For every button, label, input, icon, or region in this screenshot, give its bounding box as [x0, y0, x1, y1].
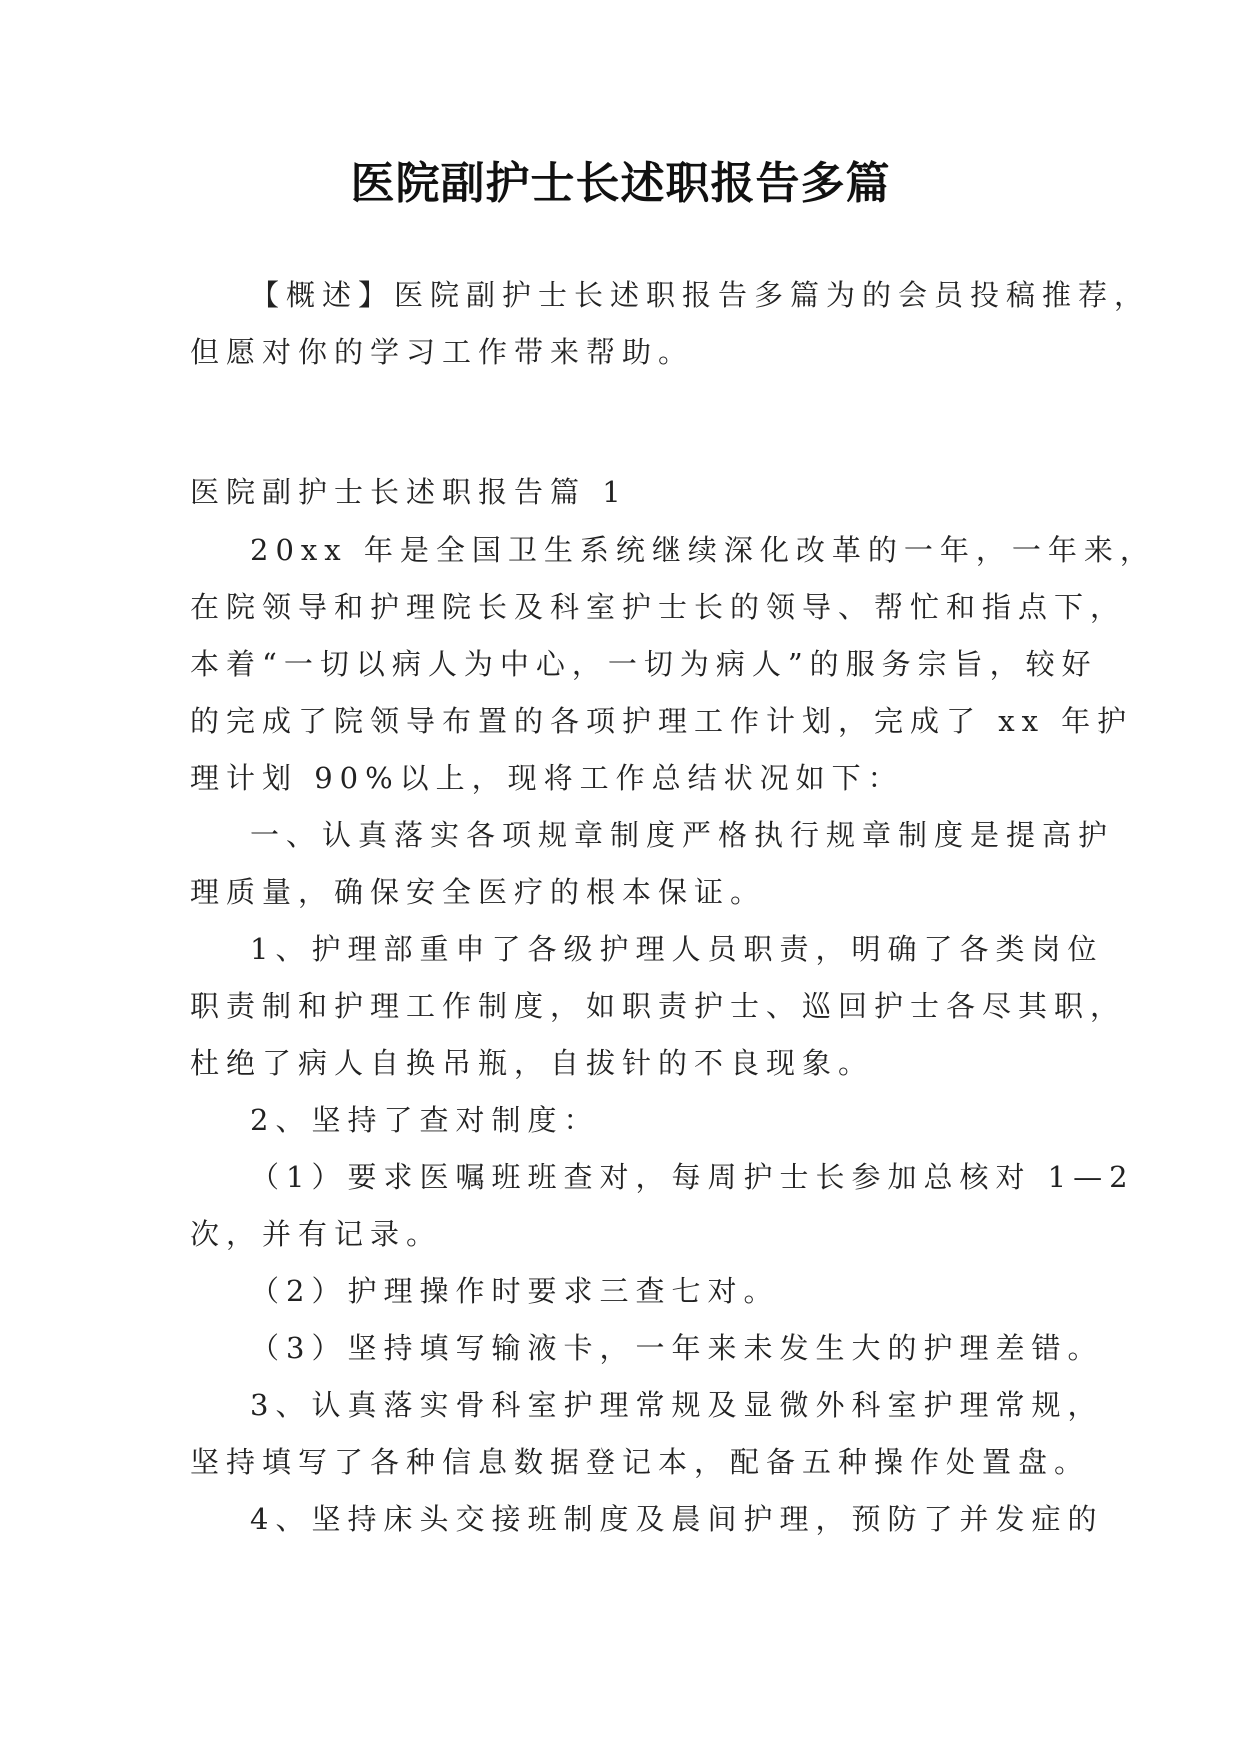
paragraph-line: （3）坚持填写输液卡，一年来未发生大的护理差错。 — [250, 1331, 1104, 1365]
paragraph-line: （1）要求医嘱班班查对，每周护士长参加总核对 1—2 — [250, 1160, 1135, 1194]
paragraph-line: 一、认真落实各项规章制度严格执行规章制度是提高护 — [250, 818, 1115, 852]
paragraph-line: 坚持填写了各种信息数据登记本，配备五种操作处置盘。 — [190, 1445, 1091, 1479]
paragraph-line: 职责制和护理工作制度，如职责护士、巡回护士各尽其职， — [190, 989, 1127, 1023]
paragraph-line: 1、护理部重申了各级护理人员职责，明确了各类岗位 — [250, 932, 1104, 966]
paragraph-line: 【概述】医院副护士长述职报告多篇为的会员投稿推荐， — [250, 278, 1151, 312]
paragraph-line: 在院领导和护理院长及科室护士长的领导、帮忙和指点下， — [190, 590, 1127, 624]
paragraph-line: （2）护理操作时要求三查七对。 — [250, 1274, 780, 1308]
paragraph-line: 但愿对你的学习工作带来帮助。 — [190, 335, 695, 369]
paragraph-line: 理计划 90%以上，现将工作总结状况如下： — [190, 761, 904, 795]
paragraph-line: 本着“一切以病人为中心，一切为病人”的服务宗旨，较好 — [190, 647, 1098, 681]
paragraph-line: 20xx 年是全国卫生系统继续深化改革的一年，一年来， — [250, 533, 1156, 567]
paragraph-line: 4、坚持床头交接班制度及晨间护理，预防了并发症的 — [250, 1502, 1104, 1536]
section-heading: 医院副护士长述职报告篇 1 — [190, 475, 628, 509]
paragraph-line: 理质量，确保安全医疗的根本保证。 — [190, 875, 767, 909]
paragraph-line: 2、坚持了查对制度： — [250, 1103, 600, 1137]
document-title: 医院副护士长述职报告多篇 — [350, 158, 891, 209]
paragraph-line: 次，并有记录。 — [190, 1217, 443, 1251]
paragraph-line: 的完成了院领导布置的各项护理工作计划，完成了 xx 年护 — [190, 704, 1134, 738]
paragraph-line: 杜绝了病人自换吊瓶，自拔针的不良现象。 — [190, 1046, 875, 1080]
paragraph-line: 3、认真落实骨科室护理常规及显微外科室护理常规， — [250, 1388, 1104, 1422]
